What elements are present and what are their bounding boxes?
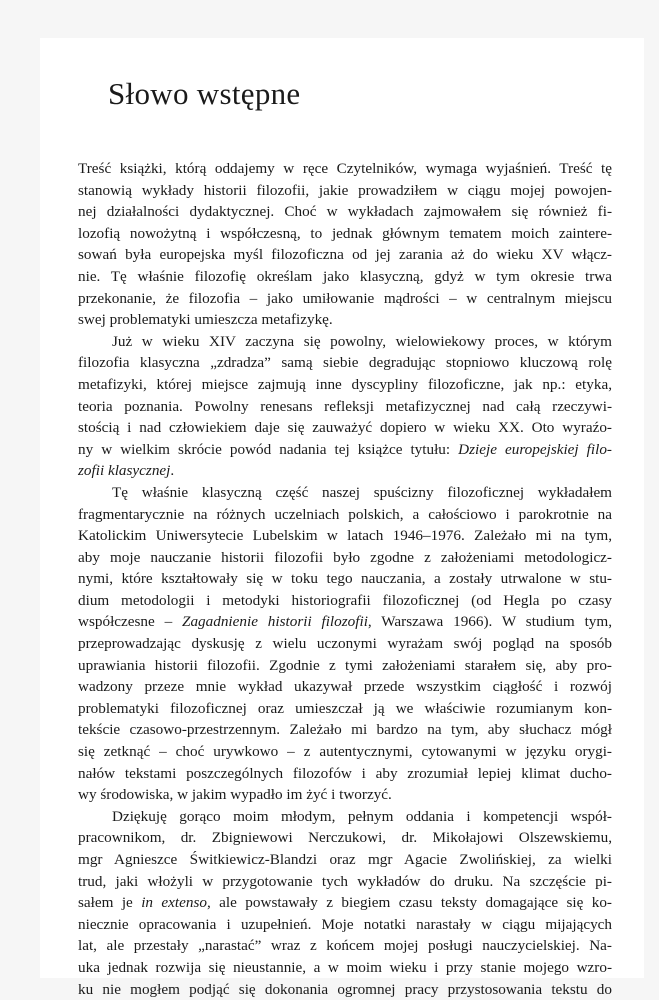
text-segment: , ale powstawały z biegiem czasu teksty domagające się ko-: [206, 894, 612, 912]
text-segment: współczesne –: [78, 613, 183, 631]
text-line: fragmentarycznie na różnych uczelniach polskich, a całościowo i parokrotnie na: [78, 505, 612, 523]
text-line: się zetknąć – choć urywkowo – z autentycznymi, cytowanymi w języku orygi-: [78, 743, 612, 761]
text-line: [78, 439, 612, 461]
latin-phrase-italic: in extenso: [141, 894, 207, 912]
book-title-italic: Zagadnienie historii filozofii: [182, 613, 368, 631]
text-line: sowań była europejska myśl filozoficzna od jej zarania aż do wieku XV włącz-: [78, 246, 612, 264]
text-line: Treść książki, którą oddajemy w ręce Czytelników, wymaga wyjaśnień. Treść tę: [78, 160, 612, 177]
text-line: nymi, które kształtowały się w toku tego nauczania, a zostały utrwalone w stu-: [78, 570, 612, 588]
body-text: [78, 158, 612, 1000]
text-line: [78, 892, 612, 914]
text-segment: ny w wielkim skrócie powód nadania tej książce tytułu:: [78, 440, 459, 458]
text-line: [78, 460, 612, 482]
text-line: niecznie opracowania i uzupełnień. Moje notatki narastały w ciągu mijających: [78, 915, 612, 933]
text-line: filozofia klasyczna „zdradza” samą siebie degradując stopniowo kluczową rolę: [78, 354, 612, 372]
text-line: problematyki filozoficznej oraz umieszczał ją we właściwie rozumianym kon-: [78, 699, 612, 717]
text-line: uprawiania historii filozofii. Zgodnie z tymi założeniami starałem się, aby pro-: [78, 656, 612, 674]
text-line: przekonanie, że filozofia – jako umiłowanie mądrości – w centralnym miejscu: [78, 289, 612, 307]
text-line: Już w wieku XIV zaczyna się powolny, wielowiekowy proces, w którym: [112, 332, 612, 350]
text-line: stanowią wykłady historii filozofii, jakie prowadziłem w ciągu mojej powojen-: [78, 181, 612, 199]
page-title: Słowo wstępne: [108, 76, 301, 111]
text-line: przeprowadzając dyskusję z wielu uczonymi wyrażam swój pogląd na sposób: [78, 635, 612, 653]
book-title-italic: zofii klasycznej: [78, 462, 171, 480]
text-line: Dziękuję gorąco moim młodym, pełnym oddania i kompetencji współ-: [112, 807, 612, 825]
text-line: stością i nad człowiekiem daje się zauważyć dopiero w wieku XX. Oto wyraźo-: [78, 419, 612, 437]
text-line: swej problematyki umieszcza metafizykę.: [78, 311, 333, 329]
text-line: aby moje nauczanie historii filozofii było zgodne z założeniami metodologicz-: [78, 548, 612, 566]
text-line: teoria poznania. Powolny renesans refleksji metafizycznej nad całą rzeczywi-: [78, 397, 612, 415]
text-line: nej działalności dydaktycznej. Choć w wykładach zajmowałem się również fi-: [78, 203, 612, 221]
text-line: trud, jaki włożyli w przygotowanie tych wykładów do druku. Na szczęście pi-: [78, 872, 612, 890]
text-segment: , Warszawa 1966). W studium tym,: [367, 613, 613, 631]
text-line: Katolickim Uniwersytecie Lubelskim w latach 1946–1976. Zależało mi na tym,: [78, 527, 612, 545]
text-line: metafizyki, której miejsce zajmują inne dyscypliny filozoficzne, jak np.: etyka,: [78, 375, 612, 393]
text-line: wy środowiska, w jakim wypadło im żyć i tworzyć.: [78, 786, 392, 804]
text-segment: .: [170, 462, 175, 480]
text-line: uka jednak rozwija się nieustannie, a w moim wieku i przy stanie mojego wzro-: [78, 958, 612, 976]
book-title-italic: Dzieje europejskiej filo-: [458, 440, 612, 458]
text-line: pracownikom, dr. Zbigniewowi Nerczukowi, dr. Mikołajowi Olszewskiemu,: [78, 829, 612, 847]
text-line: nałów tekstami poszczególnych filozofów i aby zrozumiał lepiej klimat ducho-: [78, 764, 612, 782]
text-line: lat, ale przestały „narastać” wraz z końcem mojej posługi nauczycielskiej. Na-: [78, 937, 612, 955]
text-line: wadzony przeze mnie wykład ukazywał przede wszystkim ciągłość i rozwój: [78, 678, 612, 696]
text-line: mgr Agnieszce Świtkiewicz-Blandzi oraz mgr Agacie Zwolińskiej, za wielki: [78, 851, 612, 868]
text-segment: sałem je: [78, 894, 142, 912]
text-line: lozofią nowożytną i współczesną, to jednak głównym tematem moich zaintere-: [78, 224, 612, 242]
text-line: dium metodologii i metodyki historiografii filozoficznej (od Hegla po czasy: [78, 591, 612, 609]
text-line: [78, 611, 612, 633]
text-line: ku nie mogłem podjąć się dokonania ogromnej pracy przystosowania tekstu do: [78, 980, 612, 998]
text-line: tekście czasowo-przestrzennym. Zależało mi bardzo na tym, aby słuchacz mógł: [78, 721, 612, 739]
text-line: Tę właśnie klasyczną część naszej spuścizny filozoficznej wykładałem: [112, 483, 612, 501]
text-line: nie. Tę właśnie filozofię określam jako klasyczną, gdyż w tym okresie trwa: [78, 267, 612, 285]
